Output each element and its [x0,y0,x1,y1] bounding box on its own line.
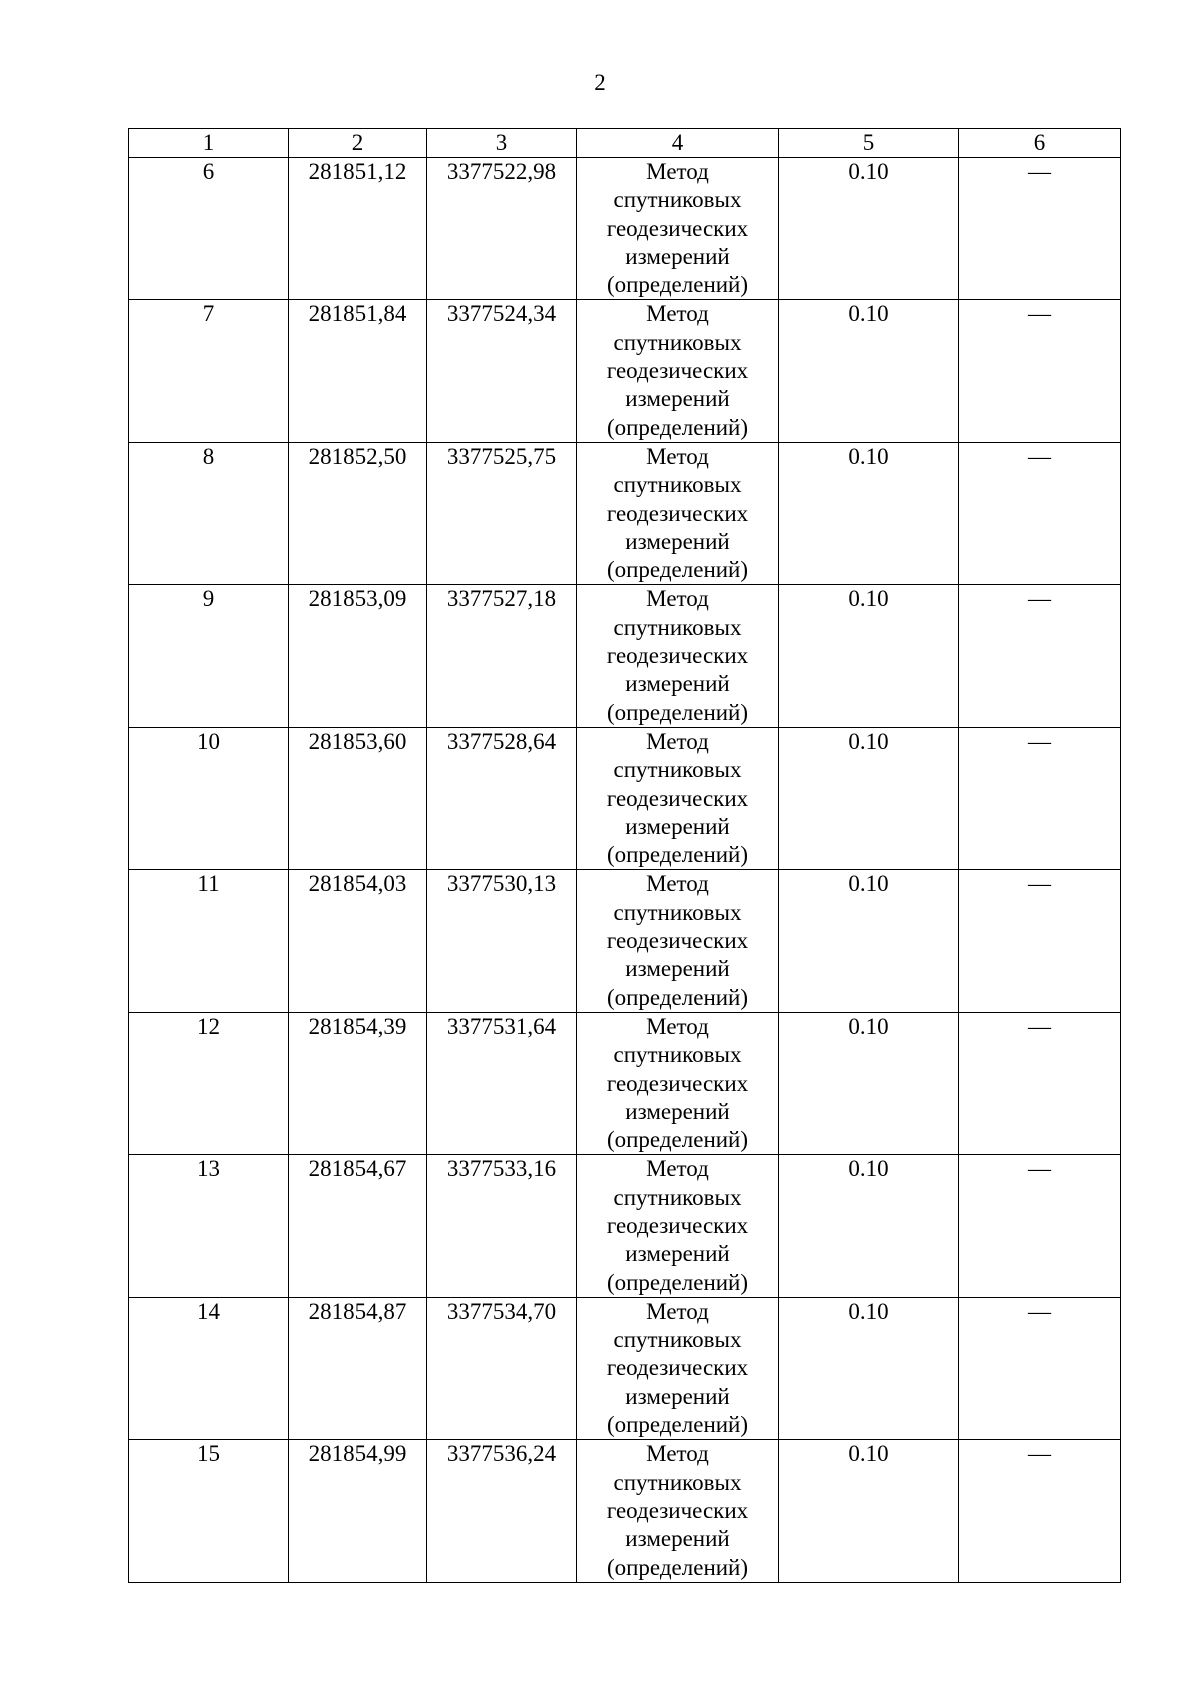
column-header: 2 [289,129,427,158]
method-line: Метод [646,159,709,184]
x-coordinate-cell: 281854,67 [289,1155,427,1297]
accuracy-cell: 0.10 [779,1012,959,1154]
method-line: измерений [625,1241,730,1267]
point-number-cell: 7 [129,300,289,442]
table-row [129,1297,1121,1439]
method-line: спутниковых [613,472,742,498]
point-number-cell: 6 [129,158,289,300]
description-cell [959,1297,1121,1439]
method-line: (определений) [606,272,749,298]
x-coordinate-cell: 281852,50 [289,442,427,584]
method-cell [577,300,779,442]
method-line: Метод [646,1298,709,1324]
x-coordinate-cell: 281851,84 [289,300,427,442]
x-coordinate-cell: 281854,03 [289,870,427,1012]
table-row [129,158,1121,300]
y-coordinate-cell: 3377522,98 [427,158,577,300]
method-line: спутниковых [613,1327,742,1353]
method-cell [577,1297,779,1439]
column-header: 5 [779,129,959,158]
method-line: (определений) [606,1269,749,1295]
method-cell [577,442,779,584]
accuracy-cell: 0.10 [779,158,959,300]
method-line: геодезических [606,215,749,241]
method-line: Метод [646,301,709,327]
method-line: Метод [646,871,709,897]
method-line: геодезических [606,1212,749,1238]
description-cell [959,158,1121,300]
method-line: (определений) [606,1554,749,1580]
method-line: (определений) [606,1412,749,1438]
method-line: измерений [625,1383,730,1409]
method-cell [577,1440,779,1582]
accuracy-cell: 0.10 [779,1297,959,1439]
y-coordinate-cell: 3377536,24 [427,1440,577,1582]
coordinates-table [128,128,1121,1583]
description-dash: — [1028,159,1051,184]
x-coordinate-cell: 281853,60 [289,727,427,869]
method-line: геодезических [606,643,749,669]
method-line: Метод [646,586,709,612]
method-line: геодезических [606,1497,749,1523]
column-header: 4 [577,129,779,158]
description-cell [959,727,1121,869]
method-line: Метод [646,728,709,754]
description-dash: — [1028,1298,1051,1324]
method-line: (определений) [606,414,749,440]
point-number-cell: 15 [129,1440,289,1582]
point-number-cell: 13 [129,1155,289,1297]
method-line: измерений [625,1526,730,1552]
description-dash: — [1028,1156,1051,1182]
method-line: геодезических [606,1355,749,1381]
method-line: (определений) [606,557,749,583]
point-number-cell: 8 [129,442,289,584]
description-dash: — [1028,1013,1051,1039]
accuracy-cell: 0.10 [779,300,959,442]
method-line: геодезических [606,500,749,526]
description-cell [959,585,1121,727]
y-coordinate-cell: 3377530,13 [427,870,577,1012]
x-coordinate-cell: 281854,87 [289,1297,427,1439]
method-line: спутниковых [613,899,742,925]
description-cell [959,300,1121,442]
y-coordinate-cell: 3377528,64 [427,727,577,869]
column-header: 1 [129,129,289,158]
x-coordinate-cell: 281854,99 [289,1440,427,1582]
description-dash: — [1028,586,1051,612]
accuracy-cell: 0.10 [779,442,959,584]
x-coordinate-cell: 281851,12 [289,158,427,300]
description-dash: — [1028,301,1051,327]
column-header: 3 [427,129,577,158]
description-cell [959,1155,1121,1297]
method-line: измерений [625,1098,730,1124]
table-row [129,870,1121,1012]
table-row [129,442,1121,584]
accuracy-cell: 0.10 [779,1155,959,1297]
method-line: (определений) [606,842,749,868]
table-row [129,1155,1121,1297]
y-coordinate-cell: 3377527,18 [427,585,577,727]
method-line: геодезических [606,928,749,954]
accuracy-cell: 0.10 [779,585,959,727]
description-dash: — [1028,728,1051,754]
method-line: измерений [625,671,730,697]
page-number: 2 [594,70,606,95]
method-line: измерений [625,386,730,412]
table-row [129,300,1121,442]
method-line: (определений) [606,984,749,1010]
table-row [129,1012,1121,1154]
method-line: спутниковых [613,187,742,213]
method-line: геодезических [606,785,749,811]
y-coordinate-cell: 3377525,75 [427,442,577,584]
method-line: геодезических [606,358,749,384]
table-row [129,585,1121,727]
table-body [129,129,1121,1583]
x-coordinate-cell: 281853,09 [289,585,427,727]
point-number-cell: 9 [129,585,289,727]
x-coordinate-cell: 281854,39 [289,1012,427,1154]
description-cell [959,1012,1121,1154]
point-number-cell: 11 [129,870,289,1012]
description-cell [959,442,1121,584]
description-dash: — [1028,1441,1051,1467]
method-line: спутниковых [613,1184,742,1210]
description-cell [959,870,1121,1012]
accuracy-cell: 0.10 [779,870,959,1012]
description-cell [959,1440,1121,1582]
method-line: спутниковых [613,614,742,640]
method-line: спутниковых [613,1042,742,1068]
column-header: 6 [959,129,1121,158]
method-line: Метод [646,1441,709,1467]
point-number-cell: 12 [129,1012,289,1154]
description-dash: — [1028,443,1051,469]
table-row [129,1440,1121,1582]
y-coordinate-cell: 3377531,64 [427,1012,577,1154]
method-line: Метод [646,1156,709,1182]
method-line: спутниковых [613,1469,742,1495]
method-cell [577,1155,779,1297]
method-line: геодезических [606,1070,749,1096]
method-cell [577,158,779,300]
point-number-cell: 14 [129,1297,289,1439]
method-cell [577,870,779,1012]
method-cell [577,1012,779,1154]
description-dash: — [1028,871,1051,897]
method-line: Метод [646,443,709,469]
y-coordinate-cell: 3377524,34 [427,300,577,442]
method-line: измерений [625,243,730,269]
method-line: спутниковых [613,757,742,783]
method-cell [577,727,779,869]
method-line: (определений) [606,1127,749,1153]
point-number-cell: 10 [129,727,289,869]
method-line: измерений [625,956,730,982]
accuracy-cell: 0.10 [779,1440,959,1582]
method-cell [577,585,779,727]
method-line: измерений [625,813,730,839]
method-line: спутниковых [613,329,742,355]
table-row [129,727,1121,869]
method-line: Метод [646,1013,709,1039]
method-line: измерений [625,528,730,554]
y-coordinate-cell: 3377534,70 [427,1297,577,1439]
y-coordinate-cell: 3377533,16 [427,1155,577,1297]
table-header-row [129,129,1121,158]
accuracy-cell: 0.10 [779,727,959,869]
method-line: (определений) [606,699,749,725]
